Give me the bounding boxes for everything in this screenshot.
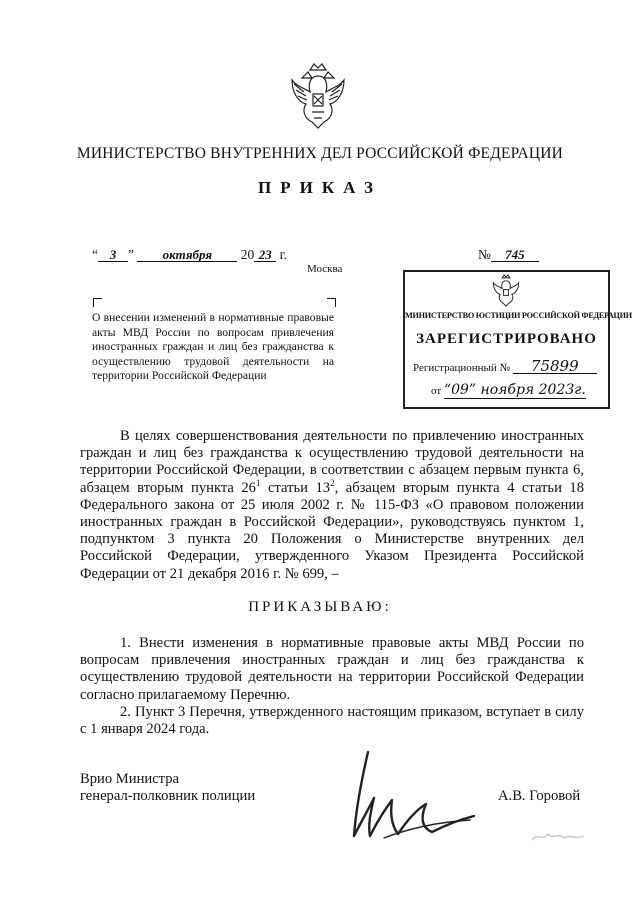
signer-position-line2: генерал-полковник полиции [80,788,256,805]
registration-stamp [403,270,632,409]
signer-name: А.В. Горовой [498,788,581,804]
date-close-quote: ” [128,247,134,262]
stamp-registration-line [413,359,597,374]
ministry-header: МИНИСТЕРСТВО ВНУТРЕННИХ ДЕЛ РОССИЙСКОЙ ФЕДЕРАЦИИ [76,145,564,162]
order-date [92,247,287,263]
preamble-sup-2: 2 [330,477,335,488]
subject-corner-left [93,298,102,307]
coat-of-arms-emblem-icon [288,62,348,132]
order-word: ПРИКАЗЫВАЮ: [248,599,392,615]
date-open-quote: “ [92,247,98,262]
subject-corner-right [327,298,336,307]
preamble-text-a: В целях совершенствования деятельности по привлечению иностранных граждан и лиц без гражданства к осуществлению трудовой деятельности на территории Российской Федерации, в соответствии с абзацем первым пункта 6, абзацем вторым пункта 26 [80,428,584,496]
city-label: Москва [307,263,343,275]
date-year-suffix: 23 [254,248,276,262]
stamp-ministry: МИНИСТЕРСТВО ЮСТИЦИИ РОССИЙСКОЙ ФЕДЕРАЦИИ [405,311,632,320]
stamp-registered: ЗАРЕГИСТРИРОВАНО [416,331,597,347]
stamp-date-label: от [431,385,442,397]
faint-mark-icon [528,826,588,846]
order-number [478,247,539,263]
document-title: ПРИКАЗ [258,178,382,197]
preamble-sup-1: 1 [255,477,261,488]
stamp-emblem-icon [491,274,521,308]
preamble-text-b: статьи 13 [260,479,331,496]
handwritten-signature-icon [340,748,480,848]
preamble-text-c: , абзацем вторым пункта 4 статьи 18 Федерального закона от 25 июля 2002 г. № 115-ФЗ «О правовом положении иностранных граждан в Российской Федерации», руководствуясь пунктом 1, подпунктом 3 пункта 20 Положения о Министерстве внутренних дел Российской Федерации, утвержденного Указом Президента Российской Федерации от 21 декабря 2016 г. № 699, – [80,479,584,582]
stamp-date-line [431,382,586,398]
preamble-paragraph [80,428,584,583]
stamp-date-value: “09” ноября 2023г. [443,382,586,398]
order-item-2: 2. Пункт 3 Перечня, утвержденного настоящим приказом, вступает в силу с 1 января 2024 года. [80,704,584,738]
date-day: 3 [98,248,128,262]
number-value: 745 [491,248,539,262]
date-month: октября [137,248,237,262]
order-subject: О внесении изменений в нормативные правовые акты МВД России по вопросам привлечения иностранных граждан и лиц без гражданства к осуществлению трудовой деятельности на территории Российской Федерации [92,311,334,383]
date-year-prefix: 20 [240,247,255,262]
order-item-1: 1. Внести изменения в нормативные правовые акты МВД России по вопросам привлечения иностранных граждан и лиц без гражданства к осуществлению трудовой деятельности на территории Российской Федерации согласно прилагаемому Перечню. [80,635,584,703]
stamp-reg-number: 75899 [513,359,597,374]
number-label: № [478,247,491,262]
signer-position-line1: Врио Министра [80,771,179,787]
stamp-reg-label: Регистрационный № [413,362,511,374]
date-year-unit: г. [279,247,288,262]
signer-position [80,771,255,805]
